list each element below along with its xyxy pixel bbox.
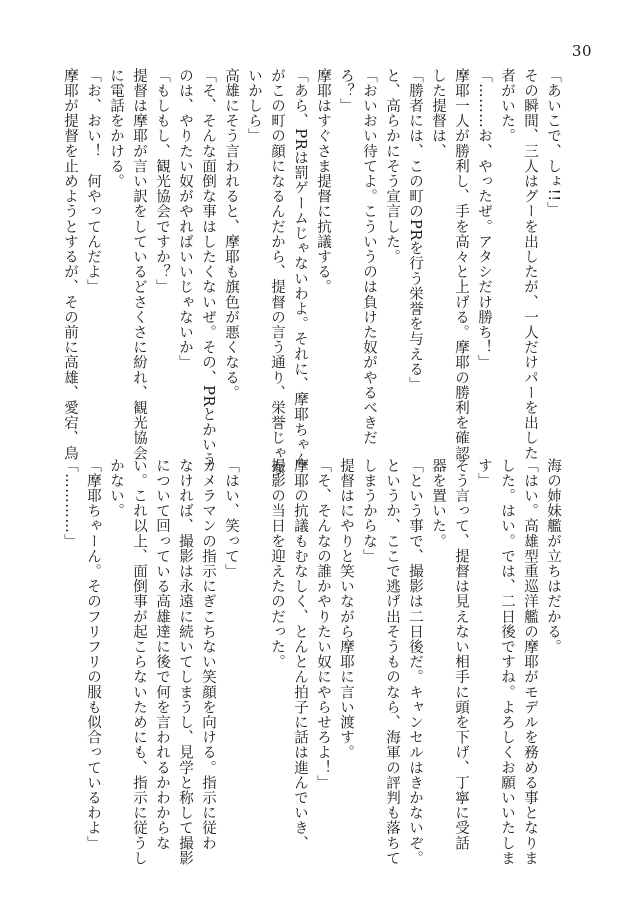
text-line: 撮影の当日を迎えたのだった。 — [269, 458, 285, 670]
text-line: がこの町の顔になるんだから、提督の言う通り、栄誉じゃな — [269, 68, 285, 476]
text-line: した。はい。では、二日後ですね。よろしくお願いいたしま — [499, 458, 515, 866]
text-line: に電話をかける。 — [108, 68, 124, 189]
text-line: しまうからな」 — [361, 458, 377, 564]
text-line: 「あいこで、しょ!!」 — [545, 68, 561, 217]
text-line: 摩耶一人が勝利し、手を高々と上げる。摩耶の勝利を確認 — [453, 68, 469, 461]
lower-text-block — [58, 458, 564, 866]
text-line: す」 — [476, 458, 492, 489]
text-line: その瞬間、三人はグーを出したが、一人だけパーを出した — [522, 68, 538, 461]
page-number: 30 — [571, 42, 592, 60]
text-line: い。これ以上、面倒事が起こらないためにも、指示に従うし — [131, 458, 147, 866]
text-line: 「…………」 — [62, 458, 78, 549]
text-line: 「そ、そんな面倒な事はしたくないぜ。その、PRとかいう — [200, 68, 216, 468]
text-line: なければ、撮影は永遠に続いてしまうし、見学と称して撮影 — [177, 458, 193, 866]
text-line: 高雄にそう言われると、摩耶も旗色が悪くなる。 — [223, 68, 239, 401]
text-line: カメラマンの指示にぎこちない笑顔を向ける。指示に従わ — [200, 458, 216, 851]
text-line: 提督はにやりと笑いながら摩耶に言い渡す。 — [338, 458, 354, 760]
text-line: 摩耶はすぐさま提督に抗議する。 — [315, 68, 331, 295]
text-line: 提督は摩耶が言い訳をしているどさくさに紛れ、観光協会 — [131, 68, 147, 461]
text-line: そう言って、提督は見えない相手に頭を下げ、丁寧に受話 — [453, 458, 469, 851]
upper-text-block — [58, 68, 564, 476]
text-line: のは、やりたい奴がやればいいじゃないか」 — [177, 68, 193, 370]
text-line: 「お、おい！ 何やってんだよ」 — [85, 68, 101, 295]
text-line: した提督は、 — [430, 68, 446, 159]
text-line: 「という事で、撮影は二日後だ。キャンセルはきかないぞ。 — [407, 458, 423, 866]
text-line: ろ？」 — [338, 68, 354, 114]
text-line: 「勝者には、この町のPRを行う栄誉を与える」 — [407, 68, 423, 392]
text-line: 「おいおい待てよ。こういうのは負けた奴がやるべきだ — [361, 68, 377, 446]
text-line: 「もしもし、観光協会ですか？」 — [154, 68, 170, 295]
text-line: 器を置いた。 — [430, 458, 446, 549]
text-line: 「………お、やったぜ。アタシだけ勝ち！」 — [476, 68, 492, 370]
text-line: 摩耶が提督を止めようとするが、その前に高雄、愛宕、鳥 — [62, 68, 78, 461]
text-line: かない。 — [108, 458, 124, 519]
text-line: 摩耶の抗議もむなしく、とんとん拍子に話は進んでいき、 — [292, 458, 308, 851]
text-line: 者がいた。 — [499, 68, 515, 144]
text-line: 「はい、笑って」 — [223, 458, 239, 579]
text-line: いかしら」 — [246, 68, 262, 144]
text-line: について回っている高雄達に後で何を言われるかわからな — [154, 458, 170, 851]
text-line: 「はい。高雄型重巡洋艦の摩耶がモデルを務める事となりま — [522, 458, 538, 866]
text-line: 「摩耶ちゃーん。そのフリフリの服も似合っているわよ」 — [85, 458, 101, 851]
text-line — [242, 458, 265, 858]
text-line: 「あら、PRは罰ゲームじゃないわよ。それに、摩耶ちゃん — [292, 68, 308, 468]
text-line: というか、ここで逃げ出そうものなら、海軍の評判も落ちて — [384, 458, 400, 866]
text-line: 海の姉妹艦が立ちはだかる。 — [545, 458, 561, 655]
text-line: と、高らかにそう宣言した。 — [384, 68, 400, 265]
text-line: 「そ、そんなの誰かやりたい奴にやらせろよ！」 — [315, 458, 331, 791]
